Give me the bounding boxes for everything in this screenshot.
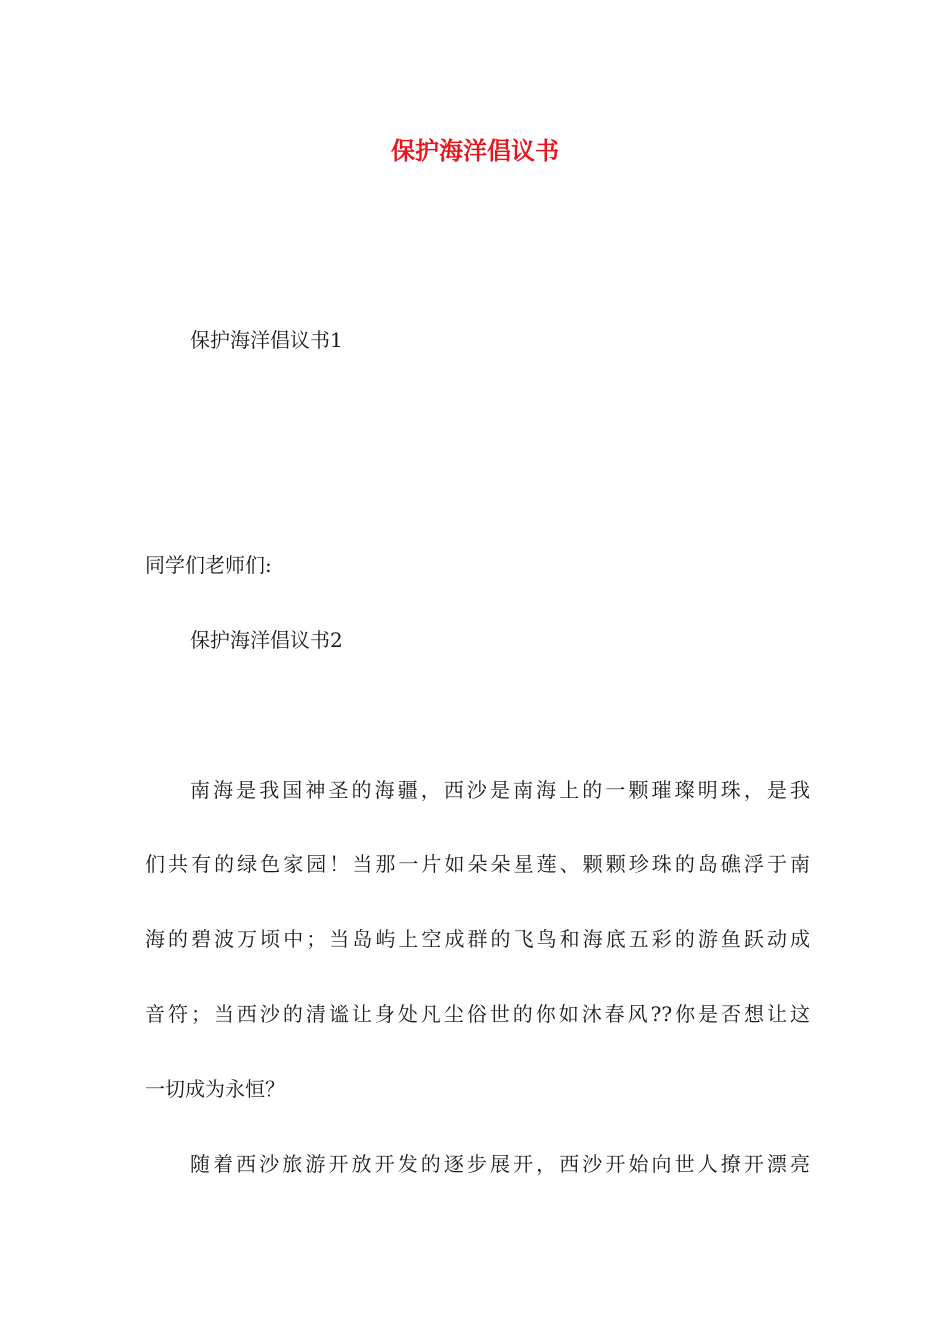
paragraph-line: 海的碧波万顷中；当岛屿上空成群的飞鸟和海底五彩的游鱼跃动成 — [145, 927, 810, 951]
section-heading-1: 保护海洋倡议书1 — [190, 328, 343, 352]
paragraph-line: 随着西沙旅游开放开发的逐步展开，西沙开始向世人撩开漂亮 — [190, 1152, 810, 1176]
salutation: 同学们老师们: — [145, 553, 272, 577]
section-heading-2: 保护海洋倡议书2 — [190, 628, 343, 652]
paragraph-line: 们共有的绿色家园！当那一片如朵朵星莲、颗颗珍珠的岛礁浮于南 — [145, 852, 810, 876]
paragraph-line: 音符；当西沙的清谧让身处凡尘俗世的你如沐春风??你是否想让这 — [145, 1002, 810, 1026]
paragraph-line: 南海是我国神圣的海疆，西沙是南海上的一颗璀璨明珠，是我 — [190, 778, 810, 802]
paragraph-line: 一切成为永恒？ — [145, 1077, 285, 1101]
document-title: 保护海洋倡议书 — [391, 136, 559, 165]
